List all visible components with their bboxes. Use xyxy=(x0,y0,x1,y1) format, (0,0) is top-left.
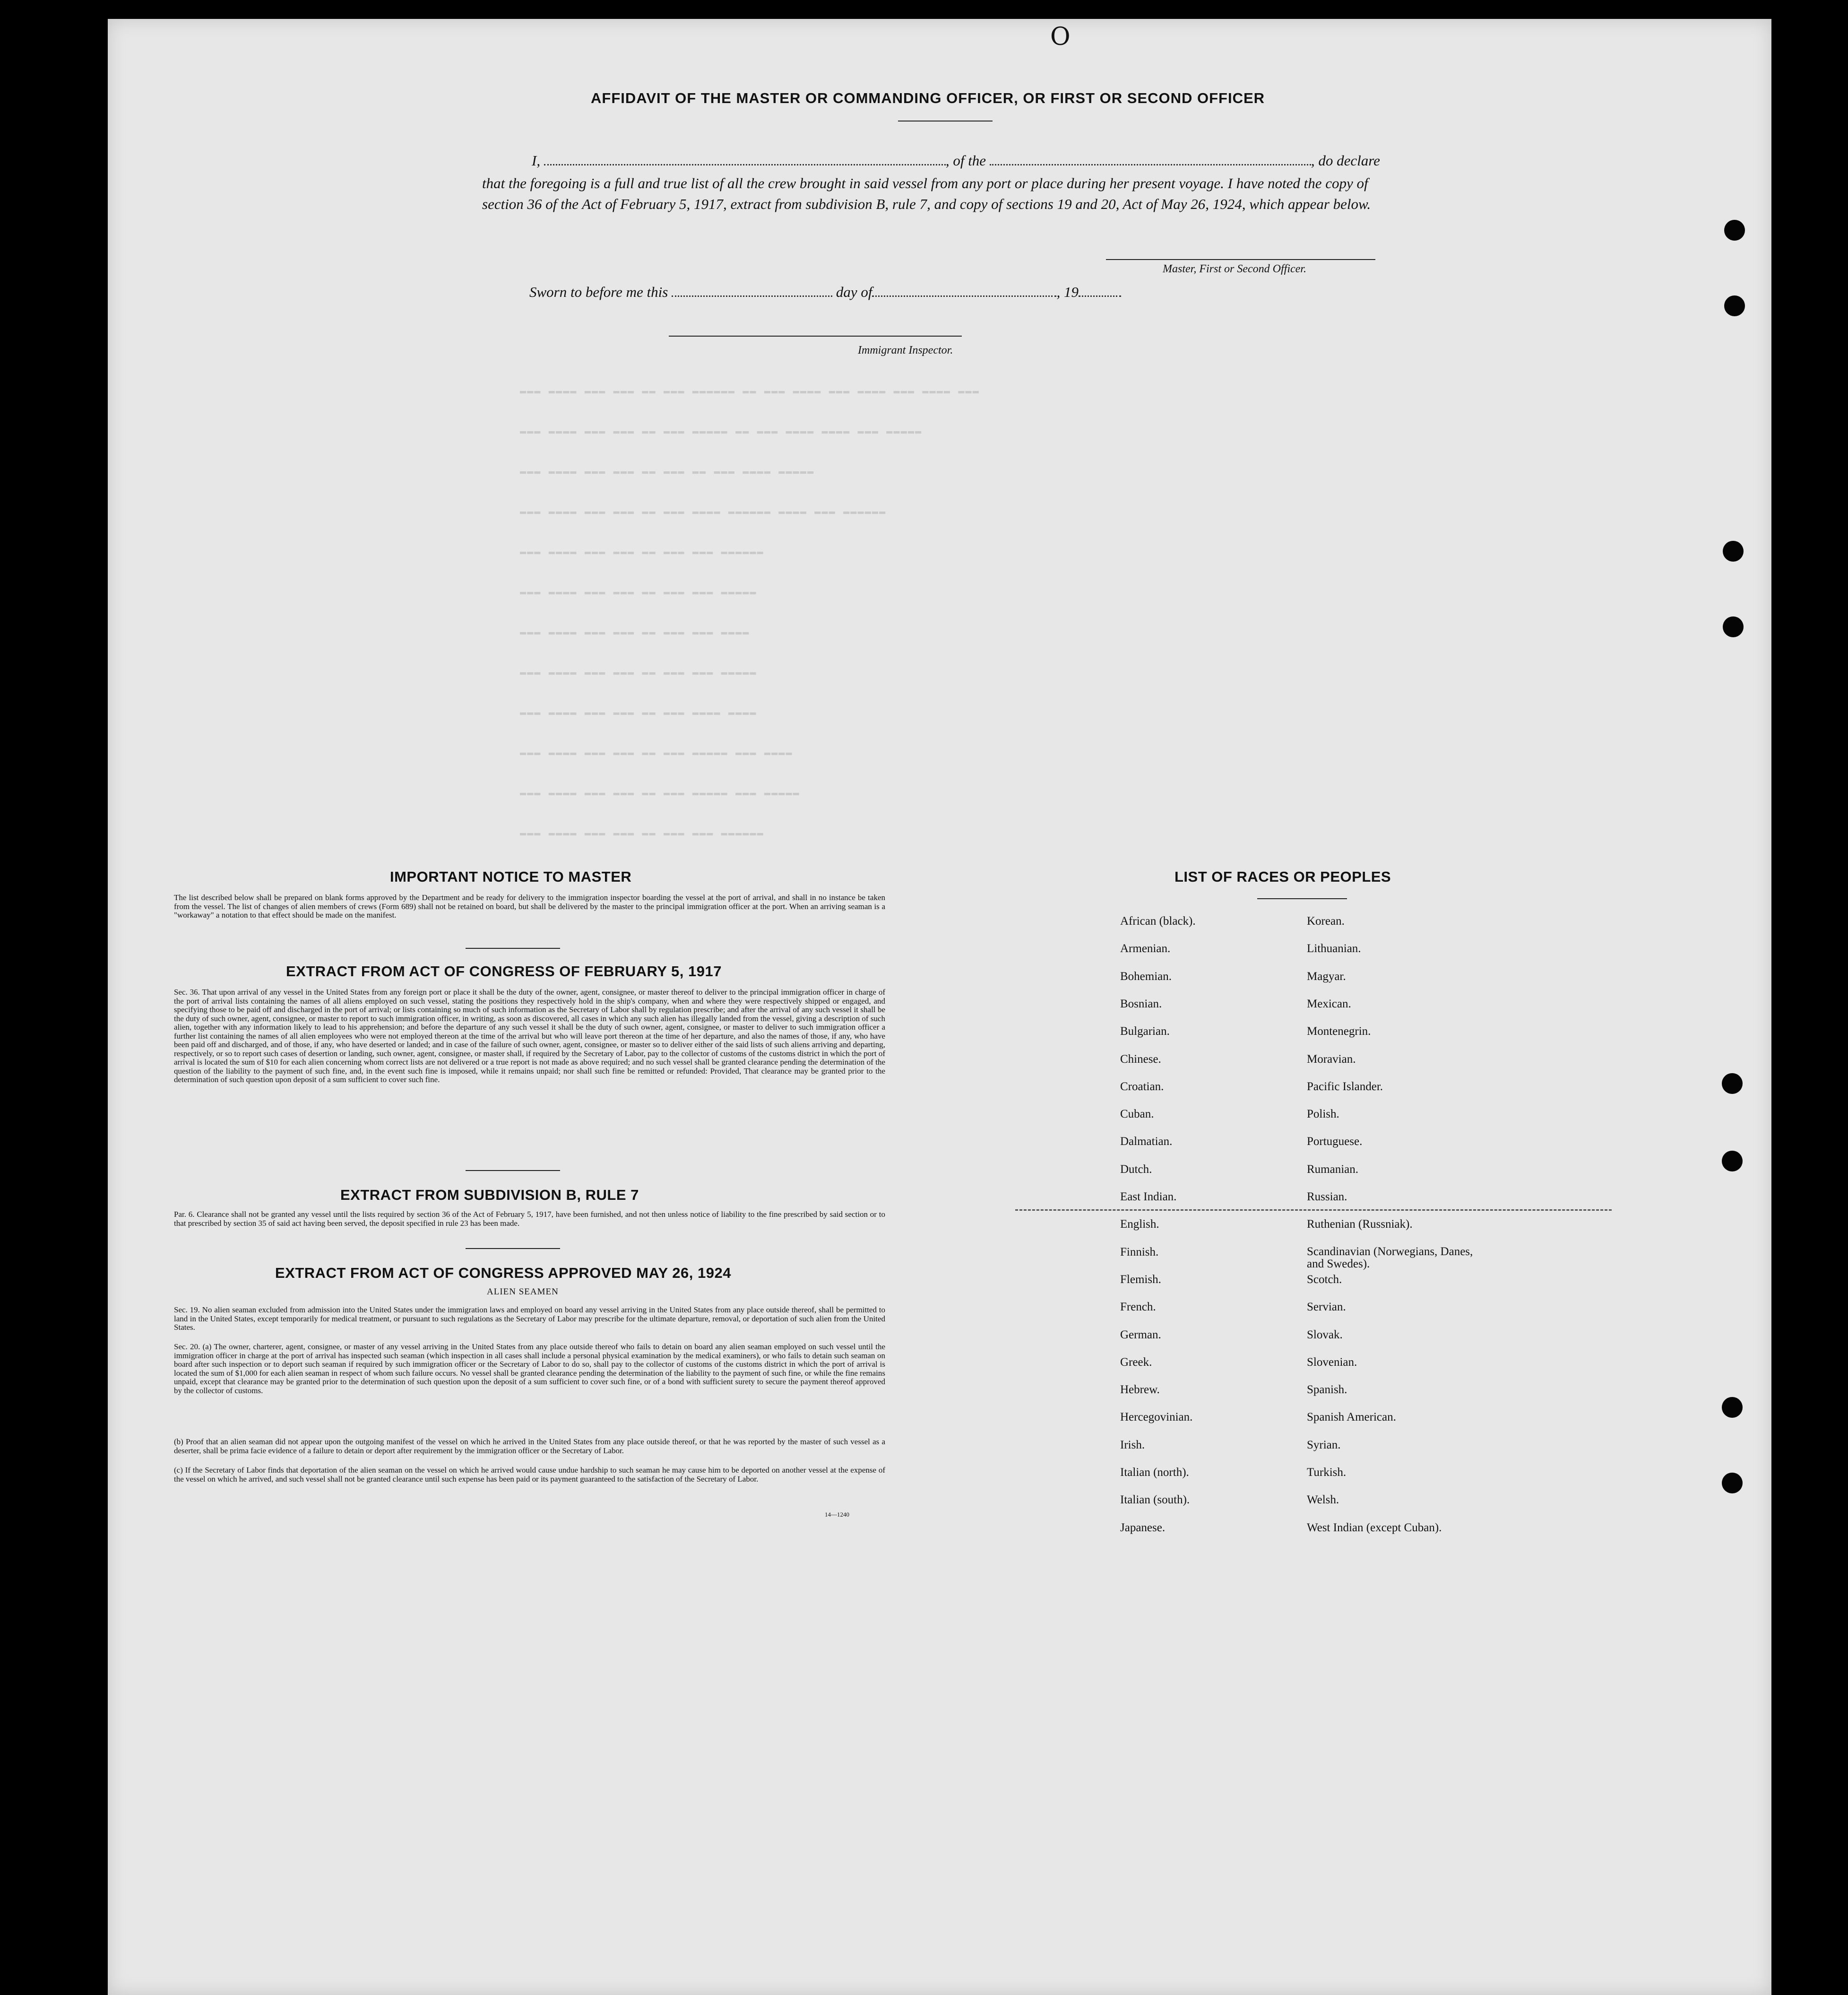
sworn-year: , 19 xyxy=(1056,284,1079,300)
race-item: Pacific Islander. xyxy=(1307,1080,1383,1093)
race-item: Scandinavian (Norwegians, Danes, and Swedes). xyxy=(1307,1245,1473,1270)
form-number: 14—1240 xyxy=(825,1511,849,1518)
race-item: English. xyxy=(1120,1218,1159,1231)
race-item: Rumanian. xyxy=(1307,1162,1359,1176)
race-item: Montenegrin. xyxy=(1307,1025,1371,1038)
punch-hole xyxy=(1723,541,1744,562)
race-item: Bosnian. xyxy=(1120,997,1162,1010)
race-item: Turkish. xyxy=(1307,1466,1347,1479)
race-item: Scotch. xyxy=(1307,1273,1342,1286)
inspector-label: Immigrant Inspector. xyxy=(858,344,953,356)
declaration-i: I, xyxy=(532,152,541,169)
punch-hole xyxy=(1722,1151,1743,1171)
declaration-of-the: , of the xyxy=(945,152,986,169)
sworn-day-blank[interactable] xyxy=(672,295,832,297)
sworn-year-blank[interactable] xyxy=(1079,295,1121,297)
sec20c-body: (c) If the Secretary of Labor finds that deportation of the alien seaman on the vessel on which he arrived would cause undue hardship to such seaman he may cause him to be deported on another vessel at the expense of the vessel on which he arrived, and such vessel shall not be granted clearance until such expense has been paid or its payment guaranteed to the satisfaction of the Secretary of Labor. xyxy=(174,1466,885,1483)
notice-body: The list described below shall be prepared on blank forms approved by the Department and be ready for delivery to the immigration inspector boarding the vessel at the port of arrival, and shall in no instance be taken from the vessel. The list of changes of alien members of crews (Form 689) shall not be retained on board, but shall be delivered by the master to the principal immigration officer at the port. When an arriving seaman is a "workaway" a notation to that effect should be made on the manifest. xyxy=(174,893,885,919)
race-item: Bulgarian. xyxy=(1120,1025,1170,1038)
sec20a-body: Sec. 20. (a) The owner, charterer, agent, consignee, or master of any vessel arriving in the United States from any place outside thereof who fails to detain on board any alien seaman employed on such vessel until the immigration officer in charge at the port of arrival has inspected such seaman (which inspection in all cases shall include a personal physical examination by the medical examiners), or who fails to detain such seaman on board after such inspection or to deport such seaman if required by such immigration officer or the Secretary of Labor to do so, shall pay to the collector of customs of the customs district in which the port of arrival is located the sum of $1,000 for each alien seaman in respect of whom such failure occurs. No vessel shall be granted clearance pending the determination of the liability to the payment of such fine, or while the fine remains unpaid, except that clearance may be granted prior to the determination of such question upon the deposit of a sum sufficient to cover such fine, or of a bond with sufficient surety to secure the payment thereof approved by the collector of customs. xyxy=(174,1342,885,1395)
name-blank[interactable] xyxy=(544,164,946,165)
race-item: Welsh. xyxy=(1307,1493,1339,1507)
punch-hole xyxy=(1722,1473,1743,1493)
race-item: Irish. xyxy=(1120,1438,1145,1451)
race-item: Spanish. xyxy=(1307,1383,1347,1396)
affidavit-declaration-line xyxy=(532,152,1380,169)
declaration-end: , do declare xyxy=(1311,152,1380,169)
race-item: Magyar. xyxy=(1307,970,1346,983)
punch-hole xyxy=(1723,616,1744,637)
extract-1917-body: Sec. 36. That upon arrival of any vessel in the United States from any foreign port or place it shall be the duty of the owner, agent, consignee, or master thereof to deliver to the principal immigration officer in charge of the port of arrival lists containing the names of all aliens employed on such vessel, stating the positions they respectively hold in the ship's company, when and where they were respectively shipped or engaged, and specifying those to be paid off and discharged in the port of arrival; or lists containing so much of such information as the Secretary of Labor shall by regulation prescribe; and after the arrival of any such vessel it shall be the duty of such owner, agent, consignee, or master to report to such immigration officer, in writing, as soon as discovered, all cases in which any such alien has illegally landed from the vessel, giving a description of such alien, together with any information likely to lead to his apprehension; and before the departure of any such vessel it shall be the duty of such owner, agent, consignee, or master to deliver to such immigration officer a further list containing the names of all alien employees who were not employed thereon at the time of the arrival but who will leave port thereon at the time of her departure, and also the names of those, if any, who have been paid off and discharged, and of those, if any, who have deserted or landed; and in case of the failure of such owner, agent, consignee, or master so to deliver either of the said lists of such aliens arriving and departing, respectively, or so to report such cases of desertion or landing, such owner, agent, consignee, or master shall, if required by the Secretary of Labor, pay to the collector of customs of the customs district in which the port of arrival is located the sum of $10 for each alien concerning whom correct lists are not delivered or a true report is not made as above required; and no such vessel shall be granted clearance pending the determination of the question of the liability to the payment of such fine, and, in the event such fine is imposed, while it remains unpaid; nor shall such fine be remitted or refunded: Provided, That clearance may be granted prior to the determination of such question upon deposit of a sum sufficient to cover such fine. xyxy=(174,988,885,1084)
race-item: Servian. xyxy=(1307,1301,1346,1314)
race-item: Ruthenian (Russniak). xyxy=(1307,1218,1413,1231)
extract-rule7-body: Par. 6. Clearance shall not be granted any vessel until the lists required by section 36 of the Act of February 5, 1917, have been furnished, and not then unless notice of liability to the fine prescribed by said section or to that prescribed by section 35 of said act having been served, the deposit specified in rule 23 has been made. xyxy=(174,1210,885,1228)
race-item: Slovak. xyxy=(1307,1328,1343,1341)
race-item: Chinese. xyxy=(1120,1052,1161,1066)
race-item: Hercegovinian. xyxy=(1120,1411,1193,1424)
race-item: Polish. xyxy=(1307,1108,1339,1121)
race-item: African (black). xyxy=(1120,915,1196,928)
punch-hole xyxy=(1722,1397,1743,1418)
race-item: Hebrew. xyxy=(1120,1383,1160,1396)
race-item: Slovenian. xyxy=(1307,1355,1357,1369)
race-item: German. xyxy=(1120,1328,1161,1341)
extract-1924-title: EXTRACT FROM ACT OF CONGRESS APPROVED MAY 26, 1924 xyxy=(275,1265,731,1281)
inspector-signature-line[interactable] xyxy=(669,336,962,337)
punch-hole xyxy=(1722,1073,1743,1094)
divider xyxy=(1257,898,1347,899)
races-title: LIST OF RACES OR PEOPLES xyxy=(1174,868,1391,885)
race-item: Finnish. xyxy=(1120,1245,1159,1258)
race-item: Lithuanian. xyxy=(1307,942,1361,955)
race-item: East Indian. xyxy=(1120,1190,1177,1203)
sec19-body: Sec. 19. No alien seaman excluded from admission into the United States under the immigration laws and employed on board any vessel arriving in the United States from any place outside thereof, shall be permitted to land in the United States, except temporarily for medical treatment, or pursuant to such regulations as the Secretary of Labor may prescribe for the ultimate departure, removal, or deportation of such alien from the United States. xyxy=(174,1305,885,1332)
signature-line[interactable] xyxy=(1106,259,1375,260)
tear-line xyxy=(1015,1209,1612,1211)
handwritten-mark: O xyxy=(1050,23,1071,51)
sworn-text: Sworn to before me this xyxy=(529,284,668,300)
race-item: Syrian. xyxy=(1307,1438,1341,1451)
race-item: French. xyxy=(1120,1301,1156,1314)
race-item: Moravian. xyxy=(1307,1052,1356,1066)
affidavit-title: AFFIDAVIT OF THE MASTER OR COMMANDING OFFICER, OR FIRST OR SECOND OFFICER xyxy=(591,90,1265,106)
race-item: Bohemian. xyxy=(1120,970,1172,983)
race-item: Armenian. xyxy=(1120,942,1171,955)
punch-hole xyxy=(1724,295,1745,316)
race-item: Italian (south). xyxy=(1120,1493,1190,1507)
race-item: Dutch. xyxy=(1120,1162,1152,1176)
sworn-day-of: day of xyxy=(836,284,872,300)
sworn-line xyxy=(529,284,1121,301)
race-item: Russian. xyxy=(1307,1190,1347,1203)
race-item: Greek. xyxy=(1120,1355,1152,1369)
race-item: Flemish. xyxy=(1120,1273,1161,1286)
race-item: West Indian (except Cuban). xyxy=(1307,1521,1442,1534)
race-item: Croatian. xyxy=(1120,1080,1164,1093)
race-item: Portuguese. xyxy=(1307,1135,1363,1148)
signature-label: Master, First or Second Officer. xyxy=(1163,263,1306,275)
extract-1917-title: EXTRACT FROM ACT OF CONGRESS OF FEBRUARY 5, 1917 xyxy=(286,963,722,980)
sec20b-body: (b) Proof that an alien seaman did not appear upon the outgoing manifest of the vessel on which he arrived in the United States from any place outside thereof, or that he was reported by the master of such vessel as a deserter, shall be prima facie evidence of a failure to detain or deport after requirement by the immigration officer or the Secretary of Labor. xyxy=(174,1437,885,1455)
extract-rule7-title: EXTRACT FROM SUBDIVISION B, RULE 7 xyxy=(340,1187,639,1203)
notice-title: IMPORTANT NOTICE TO MASTER xyxy=(390,868,632,885)
vessel-blank[interactable] xyxy=(990,164,1311,165)
punch-hole xyxy=(1724,220,1745,241)
race-item: Spanish American. xyxy=(1307,1411,1396,1424)
affidavit-paragraph: that the foregoing is a full and true list of all the crew brought in said vessel from any port or place during her present voyage. I have noted the copy of section 36 of the Act of February 5, 1917, extract from subdivision B, rule 7, and copy of sections 19 and 20, Act of May 26, 1924, which appear below. xyxy=(482,175,1371,212)
race-item: Dalmatian. xyxy=(1120,1135,1173,1148)
divider xyxy=(466,1248,560,1249)
race-item: Mexican. xyxy=(1307,997,1351,1010)
race-item: Italian (north). xyxy=(1120,1466,1189,1479)
sworn-month-blank[interactable] xyxy=(872,295,1056,297)
race-item: Cuban. xyxy=(1120,1108,1154,1121)
race-item: Japanese. xyxy=(1120,1521,1166,1534)
extract-1924-subtitle: ALIEN SEAMEN xyxy=(487,1287,559,1297)
divider xyxy=(466,948,560,949)
divider xyxy=(466,1170,560,1171)
race-item: Korean. xyxy=(1307,915,1345,928)
